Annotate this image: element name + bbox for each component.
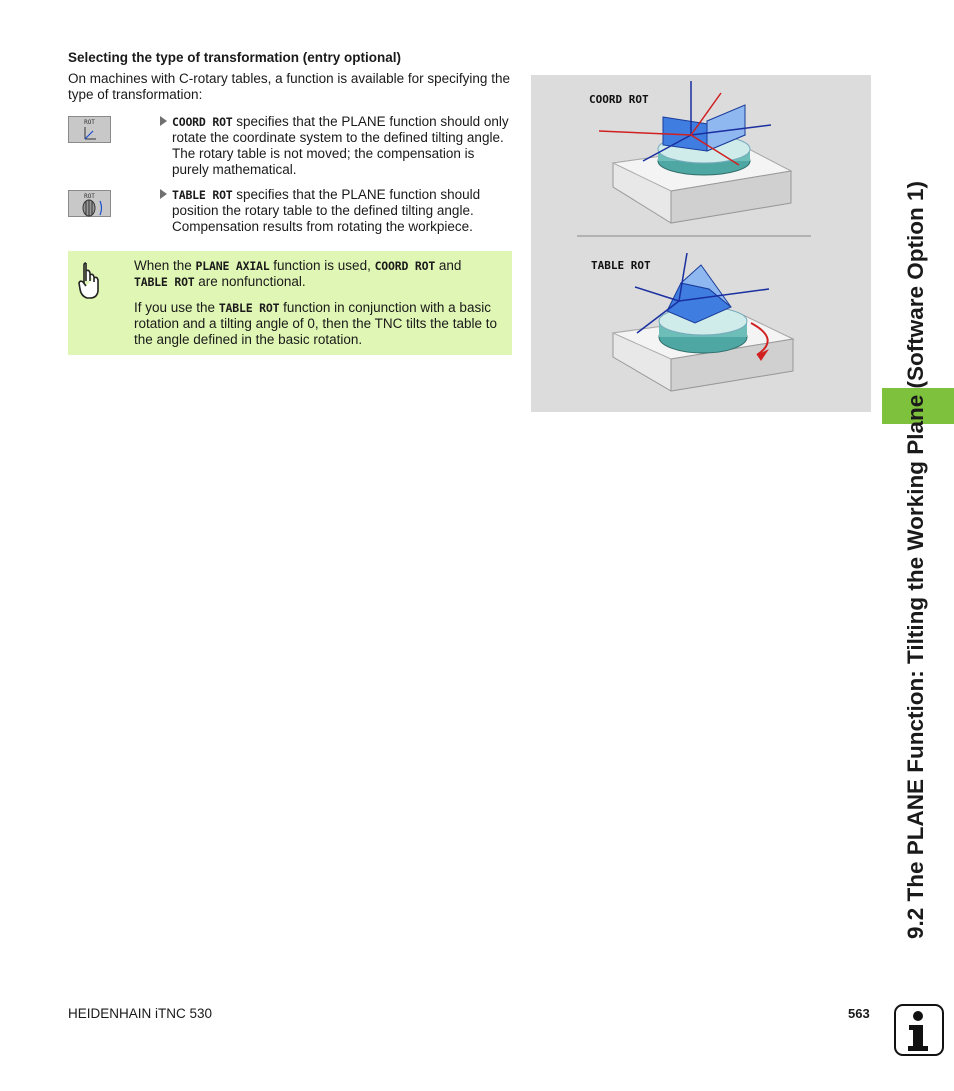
transformation-figure bbox=[531, 75, 871, 412]
code-table-rot: TABLE ROT bbox=[134, 275, 195, 289]
code-coord-rot: COORD ROT bbox=[374, 259, 436, 273]
code-plane-axial: PLANE AXIAL bbox=[195, 259, 270, 273]
note-text: and bbox=[435, 258, 462, 273]
figure-label-bottom: TABLE ROT bbox=[591, 259, 651, 272]
table-rot-softkey[interactable] bbox=[68, 190, 111, 217]
footer-manual-name: HEIDENHAIN iTNC 530 bbox=[68, 1006, 213, 1021]
pointing-hand-icon bbox=[76, 261, 102, 301]
note-paragraph-1 bbox=[134, 258, 504, 290]
option-coord-rot bbox=[172, 114, 512, 178]
figure-label-top: COORD ROT bbox=[589, 93, 649, 106]
intro-paragraph: On machines with C-rotary tables, a function is available for specifying the type of transformation: bbox=[68, 71, 510, 102]
softkey-label: ROT bbox=[84, 193, 95, 200]
note-paragraph-2 bbox=[134, 300, 504, 348]
code-coord-rot: COORD ROT bbox=[172, 115, 233, 129]
coord-axes-icon bbox=[69, 117, 112, 144]
softkey-label: ROT bbox=[84, 119, 95, 126]
note-text: When the bbox=[134, 258, 196, 273]
table-rotation-icon bbox=[69, 191, 112, 218]
option-table-rot bbox=[172, 187, 512, 235]
figure-illustration bbox=[531, 75, 871, 412]
note-text: function in conjunction with a basic rotation and a tilting angle of 0, then the TNC tilts the table to the angle defined in the basic rotation. bbox=[134, 300, 497, 347]
bullet-arrow-icon bbox=[160, 189, 167, 199]
chapter-title: 9.2 The PLANE Function: Tilting the Working Plane (Software Option 1) bbox=[903, 181, 928, 939]
section-heading: Selecting the type of transformation (entry optional) bbox=[68, 50, 402, 65]
code-table-rot: TABLE ROT bbox=[172, 188, 233, 202]
note-text: If you use the bbox=[134, 300, 219, 315]
info-icon bbox=[894, 1004, 944, 1056]
note-text: function is used, bbox=[269, 258, 375, 273]
code-table-rot: TABLE ROT bbox=[218, 301, 280, 315]
bullet-arrow-icon bbox=[160, 116, 167, 126]
coord-rot-softkey[interactable] bbox=[68, 116, 111, 143]
note-box bbox=[68, 251, 512, 355]
option-text: specifies that the PLANE function should position the rotary table to the defined tilting angle. Compensation results from rotating the workpiece. bbox=[172, 187, 481, 234]
option-text: specifies that the PLANE function should only rotate the coordinate system to the defined tilting angle. The rotary table is not moved; the compensation is purely mathematical. bbox=[172, 114, 509, 177]
note-text: are nonfunctional. bbox=[194, 274, 306, 289]
page-number: 563 bbox=[848, 1006, 870, 1021]
